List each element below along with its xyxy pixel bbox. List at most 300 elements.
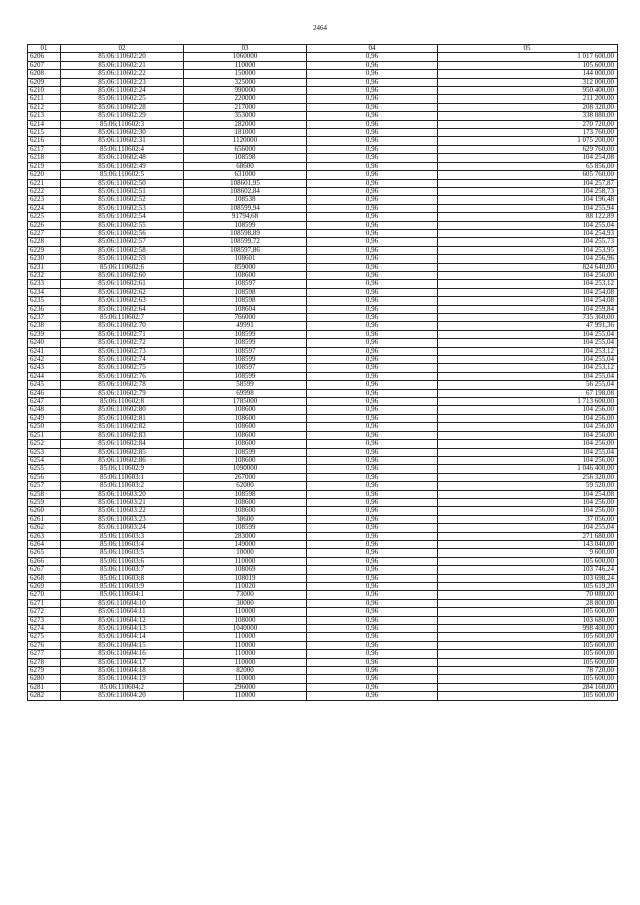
- cell-amount: 104 257,87: [438, 179, 618, 187]
- cell-coefficient: 0,96: [307, 507, 438, 515]
- table-row: [28, 566, 618, 574]
- table-row: [28, 574, 618, 582]
- cell-row-number: 6228: [28, 238, 61, 246]
- cell-row-number: 6282: [28, 692, 61, 700]
- cell-coefficient: 0,96: [307, 314, 438, 322]
- table-row: [28, 364, 618, 372]
- cell-area-value: 108600: [184, 406, 307, 414]
- cell-coefficient: 0,96: [307, 213, 438, 221]
- cell-coefficient: 0,96: [307, 280, 438, 288]
- cell-row-number: 6227: [28, 229, 61, 237]
- cell-row-number: 6245: [28, 381, 61, 389]
- cell-cadastral-number: 85:06:110603:24: [61, 524, 184, 532]
- cell-row-number: 6242: [28, 356, 61, 364]
- table-row: [28, 675, 618, 683]
- cell-cadastral-number: 85:06:110603:7: [61, 566, 184, 574]
- cell-amount: 105 600,00: [438, 675, 618, 683]
- cell-coefficient: 0,96: [307, 440, 438, 448]
- cell-coefficient: 0,96: [307, 263, 438, 271]
- cell-coefficient: 0,96: [307, 482, 438, 490]
- cell-cadastral-number: 85:06:110604:19: [61, 675, 184, 683]
- cell-cadastral-number: 85:06:110602:73: [61, 347, 184, 355]
- cell-row-number: 6235: [28, 297, 61, 305]
- cell-cadastral-number: 85:06:110602:55: [61, 221, 184, 229]
- cell-area-value: 108599: [184, 330, 307, 338]
- table-row: [28, 498, 618, 506]
- cell-coefficient: 0,96: [307, 574, 438, 582]
- cell-amount: 104 253,12: [438, 280, 618, 288]
- column-header-01: 01: [28, 45, 61, 53]
- cell-amount: 271 680,00: [438, 532, 618, 540]
- cell-coefficient: 0,96: [307, 650, 438, 658]
- cell-area-value: 108598: [184, 288, 307, 296]
- cell-cadastral-number: 85:06:110603:6: [61, 557, 184, 565]
- cell-amount: 103 698,24: [438, 574, 618, 582]
- table-row: [28, 322, 618, 330]
- cell-area-value: 91794,68: [184, 213, 307, 221]
- cell-area-value: 108601: [184, 255, 307, 263]
- cell-area-value: 110000: [184, 557, 307, 565]
- cell-cadastral-number: 85:06:110602:76: [61, 372, 184, 380]
- cell-cadastral-number: 85:06:110602:28: [61, 103, 184, 111]
- cell-area-value: 108599: [184, 372, 307, 380]
- cell-area-value: 1060000: [184, 53, 307, 61]
- cell-cadastral-number: 85:06:110602:61: [61, 280, 184, 288]
- cell-cadastral-number: 85:06:110604:11: [61, 608, 184, 616]
- cell-area-value: 108599,72: [184, 238, 307, 246]
- cell-coefficient: 0,96: [307, 683, 438, 691]
- cell-row-number: 6216: [28, 137, 61, 145]
- cell-cadastral-number: 85:06:110603:23: [61, 515, 184, 523]
- cell-cadastral-number: 85:06:110602:3: [61, 120, 184, 128]
- table-row: [28, 120, 618, 128]
- cell-amount: 256 320,00: [438, 473, 618, 481]
- cell-area-value: 108601,95: [184, 179, 307, 187]
- cell-area-value: 110000: [184, 675, 307, 683]
- cell-row-number: 6271: [28, 599, 61, 607]
- cell-amount: 104 254,93: [438, 229, 618, 237]
- cell-row-number: 6248: [28, 406, 61, 414]
- cell-area-value: 296000: [184, 683, 307, 691]
- table-row: [28, 103, 618, 111]
- cell-row-number: 6274: [28, 625, 61, 633]
- cell-cadastral-number: 85:06:110603:2: [61, 482, 184, 490]
- cell-amount: 47 991,36: [438, 322, 618, 330]
- cell-amount: 37 056,00: [438, 515, 618, 523]
- cell-cadastral-number: 85:06:110604:14: [61, 633, 184, 641]
- cell-cadastral-number: 85:06:110602:62: [61, 288, 184, 296]
- cell-cadastral-number: 85:06:110602:24: [61, 87, 184, 95]
- cell-row-number: 6278: [28, 658, 61, 666]
- cell-area-value: 110000: [184, 650, 307, 658]
- cell-cadastral-number: 85:06:110602:81: [61, 414, 184, 422]
- cell-row-number: 6218: [28, 154, 61, 162]
- table-row: [28, 381, 618, 389]
- cell-area-value: 108600: [184, 440, 307, 448]
- column-header-04: 04: [307, 45, 438, 53]
- cell-cadastral-number: 85:06:110602:52: [61, 196, 184, 204]
- cell-row-number: 6210: [28, 87, 61, 95]
- table-row: [28, 87, 618, 95]
- table-row: [28, 347, 618, 355]
- cell-row-number: 6264: [28, 540, 61, 548]
- cell-row-number: 6214: [28, 120, 61, 128]
- cell-row-number: 6219: [28, 162, 61, 170]
- cell-amount: 1 075 200,00: [438, 137, 618, 145]
- cell-coefficient: 0,96: [307, 297, 438, 305]
- cell-row-number: 6258: [28, 490, 61, 498]
- table-row: [28, 583, 618, 591]
- cell-cadastral-number: 85:06:110602:31: [61, 137, 184, 145]
- cell-cadastral-number: 85:06:110604:13: [61, 625, 184, 633]
- cell-row-number: 6217: [28, 145, 61, 153]
- cell-cadastral-number: 85:06:110603:4: [61, 540, 184, 548]
- cell-amount: 104 259,84: [438, 305, 618, 313]
- cell-area-value: 110020: [184, 583, 307, 591]
- table-row: [28, 255, 618, 263]
- table-row: [28, 482, 618, 490]
- cell-amount: 104 255,73: [438, 238, 618, 246]
- cell-amount: 211 200,00: [438, 95, 618, 103]
- cell-coefficient: 0,96: [307, 196, 438, 204]
- cell-cadastral-number: 85:06:110602:30: [61, 129, 184, 137]
- cell-area-value: 110000: [184, 633, 307, 641]
- cell-amount: 104 256,00: [438, 423, 618, 431]
- column-header-02: 02: [61, 45, 184, 53]
- table-row: [28, 330, 618, 338]
- cell-cadastral-number: 85:06:110602:7: [61, 314, 184, 322]
- cell-amount: 78 720,00: [438, 667, 618, 675]
- cell-coefficient: 0,96: [307, 356, 438, 364]
- cell-amount: 735 360,00: [438, 314, 618, 322]
- table-row: [28, 456, 618, 464]
- cell-row-number: 6208: [28, 70, 61, 78]
- cell-area-value: 1040000: [184, 625, 307, 633]
- cell-area-value: 108599: [184, 356, 307, 364]
- cell-row-number: 6224: [28, 204, 61, 212]
- cell-row-number: 6232: [28, 271, 61, 279]
- cell-row-number: 6269: [28, 583, 61, 591]
- cell-coefficient: 0,96: [307, 498, 438, 506]
- cell-row-number: 6250: [28, 423, 61, 431]
- cell-cadastral-number: 85:06:110604:18: [61, 667, 184, 675]
- table-row: [28, 683, 618, 691]
- table-row: [28, 356, 618, 364]
- cell-cadastral-number: 85:06:110602:54: [61, 213, 184, 221]
- cell-area-value: 108599: [184, 524, 307, 532]
- cell-amount: 88 122,89: [438, 213, 618, 221]
- cell-area-value: 108597: [184, 347, 307, 355]
- cell-amount: 104 196,48: [438, 196, 618, 204]
- cell-cadastral-number: 85:06:110602:23: [61, 78, 184, 86]
- cell-amount: 104 255,04: [438, 330, 618, 338]
- cell-row-number: 6267: [28, 566, 61, 574]
- cell-coefficient: 0,96: [307, 238, 438, 246]
- cell-area-value: 108597: [184, 364, 307, 372]
- cell-area-value: 108599: [184, 448, 307, 456]
- cell-cadastral-number: 85:06:110602:51: [61, 187, 184, 195]
- cell-area-value: 73000: [184, 591, 307, 599]
- cell-coefficient: 0,96: [307, 490, 438, 498]
- cell-cadastral-number: 85:06:110604:12: [61, 616, 184, 624]
- cell-area-value: 325000: [184, 78, 307, 86]
- cell-area-value: 108000: [184, 616, 307, 624]
- cell-cadastral-number: 85:06:110603:1: [61, 473, 184, 481]
- cell-area-value: 110000: [184, 608, 307, 616]
- cell-amount: 104 256,00: [438, 406, 618, 414]
- cell-row-number: 6270: [28, 591, 61, 599]
- table-row: [28, 616, 618, 624]
- page-number: 2464: [313, 24, 327, 32]
- cell-area-value: 108598,89: [184, 229, 307, 237]
- cell-area-value: 108600: [184, 414, 307, 422]
- cell-amount: 104 256,00: [438, 271, 618, 279]
- cell-area-value: 108598: [184, 490, 307, 498]
- cell-row-number: 6265: [28, 549, 61, 557]
- cell-cadastral-number: 85:06:110603:5: [61, 549, 184, 557]
- cell-row-number: 6234: [28, 288, 61, 296]
- table-row: [28, 129, 618, 137]
- cell-amount: 1 017 600,00: [438, 53, 618, 61]
- cell-coefficient: 0,96: [307, 103, 438, 111]
- cell-coefficient: 0,96: [307, 583, 438, 591]
- cell-coefficient: 0,96: [307, 229, 438, 237]
- table-row: [28, 372, 618, 380]
- cell-area-value: 766000: [184, 314, 307, 322]
- cell-cadastral-number: 85:06:110602:6: [61, 263, 184, 271]
- cell-coefficient: 0,96: [307, 255, 438, 263]
- cell-row-number: 6247: [28, 398, 61, 406]
- cell-row-number: 6233: [28, 280, 61, 288]
- cell-cadastral-number: 85:06:110602:86: [61, 456, 184, 464]
- cell-row-number: 6281: [28, 683, 61, 691]
- cell-area-value: 10000: [184, 549, 307, 557]
- table-row: [28, 61, 618, 69]
- table-row: [28, 398, 618, 406]
- cell-amount: 105 600,00: [438, 641, 618, 649]
- cell-area-value: 217000: [184, 103, 307, 111]
- cell-amount: 67 198,08: [438, 389, 618, 397]
- table-row: [28, 465, 618, 473]
- cell-area-value: 110000: [184, 658, 307, 666]
- cell-coefficient: 0,96: [307, 675, 438, 683]
- cell-coefficient: 0,96: [307, 179, 438, 187]
- cell-area-value: 267000: [184, 473, 307, 481]
- cell-area-value: 220000: [184, 95, 307, 103]
- cell-amount: 338 880,00: [438, 112, 618, 120]
- cell-cadastral-number: 85:06:110602:80: [61, 406, 184, 414]
- data-table: [27, 44, 618, 701]
- table-row: [28, 137, 618, 145]
- table-row: [28, 221, 618, 229]
- cell-amount: 70 080,00: [438, 591, 618, 599]
- table-row: [28, 599, 618, 607]
- cell-cadastral-number: 85:06:110602:58: [61, 246, 184, 254]
- table-row: [28, 667, 618, 675]
- cell-coefficient: 0,96: [307, 406, 438, 414]
- cell-area-value: 58599: [184, 381, 307, 389]
- cell-coefficient: 0,96: [307, 599, 438, 607]
- table-row: [28, 633, 618, 641]
- cell-amount: 105 600,00: [438, 608, 618, 616]
- table-body: [28, 53, 618, 700]
- cell-row-number: 6273: [28, 616, 61, 624]
- table-row: [28, 263, 618, 271]
- table-row: [28, 540, 618, 548]
- cell-cadastral-number: 85:06:110602:78: [61, 381, 184, 389]
- cell-coefficient: 0,96: [307, 246, 438, 254]
- cell-amount: 105 600,00: [438, 633, 618, 641]
- cell-area-value: 108599,94: [184, 204, 307, 212]
- cell-amount: 143 040,00: [438, 540, 618, 548]
- table-row: [28, 339, 618, 347]
- cell-row-number: 6230: [28, 255, 61, 263]
- cell-area-value: 108597,86: [184, 246, 307, 254]
- table-row: [28, 53, 618, 61]
- cell-area-value: 108069: [184, 566, 307, 574]
- table-row: [28, 238, 618, 246]
- cell-amount: 208 320,00: [438, 103, 618, 111]
- cell-area-value: 62000: [184, 482, 307, 490]
- cell-area-value: 108602,84: [184, 187, 307, 195]
- table-row: [28, 423, 618, 431]
- cell-row-number: 6240: [28, 339, 61, 347]
- cell-cadastral-number: 85:06:110604:20: [61, 692, 184, 700]
- cell-area-value: 1090000: [184, 465, 307, 473]
- cell-amount: 65 856,00: [438, 162, 618, 170]
- cell-coefficient: 0,96: [307, 473, 438, 481]
- cell-amount: 104 256,00: [438, 414, 618, 422]
- cell-area-value: 30000: [184, 599, 307, 607]
- cell-amount: 104 253,12: [438, 347, 618, 355]
- table-row: [28, 162, 618, 170]
- cell-coefficient: 0,96: [307, 145, 438, 153]
- cell-coefficient: 0,96: [307, 692, 438, 700]
- cell-area-value: 110000: [184, 61, 307, 69]
- cell-cadastral-number: 85:06:110604:17: [61, 658, 184, 666]
- cell-amount: 104 254,08: [438, 490, 618, 498]
- cell-cadastral-number: 85:06:110603:21: [61, 498, 184, 506]
- cell-amount: 104 256,00: [438, 498, 618, 506]
- cell-coefficient: 0,96: [307, 129, 438, 137]
- cell-row-number: 6226: [28, 221, 61, 229]
- cell-coefficient: 0,96: [307, 364, 438, 372]
- cell-row-number: 6207: [28, 61, 61, 69]
- cell-cadastral-number: 85:06:110602:20: [61, 53, 184, 61]
- cell-amount: 105 600,00: [438, 658, 618, 666]
- table-row: [28, 112, 618, 120]
- cell-row-number: 6223: [28, 196, 61, 204]
- cell-row-number: 6276: [28, 641, 61, 649]
- table-row: [28, 650, 618, 658]
- cell-cadastral-number: 85:06:110602:83: [61, 431, 184, 439]
- table-row: [28, 204, 618, 212]
- table-row: [28, 154, 618, 162]
- cell-coefficient: 0,96: [307, 70, 438, 78]
- cell-amount: 824 640,00: [438, 263, 618, 271]
- table-row: [28, 314, 618, 322]
- cell-area-value: 49991: [184, 322, 307, 330]
- cell-row-number: 6275: [28, 633, 61, 641]
- cell-area-value: 108597: [184, 280, 307, 288]
- cell-cadastral-number: 85:06:110602:64: [61, 305, 184, 313]
- table-header-row: [28, 45, 618, 53]
- cell-amount: 104 255,04: [438, 356, 618, 364]
- table-row: [28, 196, 618, 204]
- cell-area-value: 108600: [184, 498, 307, 506]
- table-row: [28, 78, 618, 86]
- cell-amount: 104 254,08: [438, 154, 618, 162]
- table-row: [28, 625, 618, 633]
- cell-coefficient: 0,96: [307, 381, 438, 389]
- cell-row-number: 6279: [28, 667, 61, 675]
- cell-area-value: 108600: [184, 507, 307, 515]
- cell-cadastral-number: 85:06:110604:10: [61, 599, 184, 607]
- cell-amount: 104 258,73: [438, 187, 618, 195]
- cell-area-value: 68600: [184, 162, 307, 170]
- table-row: [28, 524, 618, 532]
- cell-coefficient: 0,96: [307, 204, 438, 212]
- cell-amount: 105 600,00: [438, 650, 618, 658]
- cell-row-number: 6259: [28, 498, 61, 506]
- cell-cadastral-number: 85:06:110603:3: [61, 532, 184, 540]
- cell-coefficient: 0,96: [307, 667, 438, 675]
- cell-coefficient: 0,96: [307, 95, 438, 103]
- cell-amount: 312 000,00: [438, 78, 618, 86]
- cell-coefficient: 0,96: [307, 221, 438, 229]
- cell-amount: 104 254,08: [438, 297, 618, 305]
- cell-row-number: 6272: [28, 608, 61, 616]
- cell-coefficient: 0,96: [307, 305, 438, 313]
- table-row: [28, 431, 618, 439]
- cell-cadastral-number: 85:06:110602:71: [61, 330, 184, 338]
- cell-row-number: 6229: [28, 246, 61, 254]
- cell-amount: 104 256,00: [438, 507, 618, 515]
- cell-cadastral-number: 85:06:110602:50: [61, 179, 184, 187]
- cell-area-value: 82000: [184, 667, 307, 675]
- cell-cadastral-number: 85:06:110602:74: [61, 356, 184, 364]
- cell-row-number: 6255: [28, 465, 61, 473]
- cell-amount: 104 255,04: [438, 339, 618, 347]
- cell-cadastral-number: 85:06:110602:63: [61, 297, 184, 305]
- cell-amount: 104 256,00: [438, 456, 618, 464]
- table-row: [28, 171, 618, 179]
- table-row: [28, 288, 618, 296]
- cell-coefficient: 0,96: [307, 658, 438, 666]
- cell-cadastral-number: 85:06:110602:57: [61, 238, 184, 246]
- cell-coefficient: 0,96: [307, 271, 438, 279]
- cell-area-value: 150000: [184, 70, 307, 78]
- cell-coefficient: 0,96: [307, 398, 438, 406]
- cell-cadastral-number: 85:06:110602:9: [61, 465, 184, 473]
- table-row: [28, 692, 618, 700]
- cell-cadastral-number: 85:06:110603:8: [61, 574, 184, 582]
- table-row: [28, 641, 618, 649]
- cell-amount: 103 746,24: [438, 566, 618, 574]
- cell-cadastral-number: 85:06:110602:25: [61, 95, 184, 103]
- cell-amount: 173 760,00: [438, 129, 618, 137]
- cell-area-value: 108599: [184, 221, 307, 229]
- cell-cadastral-number: 85:06:110602:82: [61, 423, 184, 431]
- cell-row-number: 6260: [28, 507, 61, 515]
- cell-row-number: 6252: [28, 440, 61, 448]
- cell-coefficient: 0,96: [307, 347, 438, 355]
- table-row: [28, 532, 618, 540]
- cell-amount: 105 600,00: [438, 692, 618, 700]
- table-row: [28, 490, 618, 498]
- cell-coefficient: 0,96: [307, 448, 438, 456]
- table-row: [28, 608, 618, 616]
